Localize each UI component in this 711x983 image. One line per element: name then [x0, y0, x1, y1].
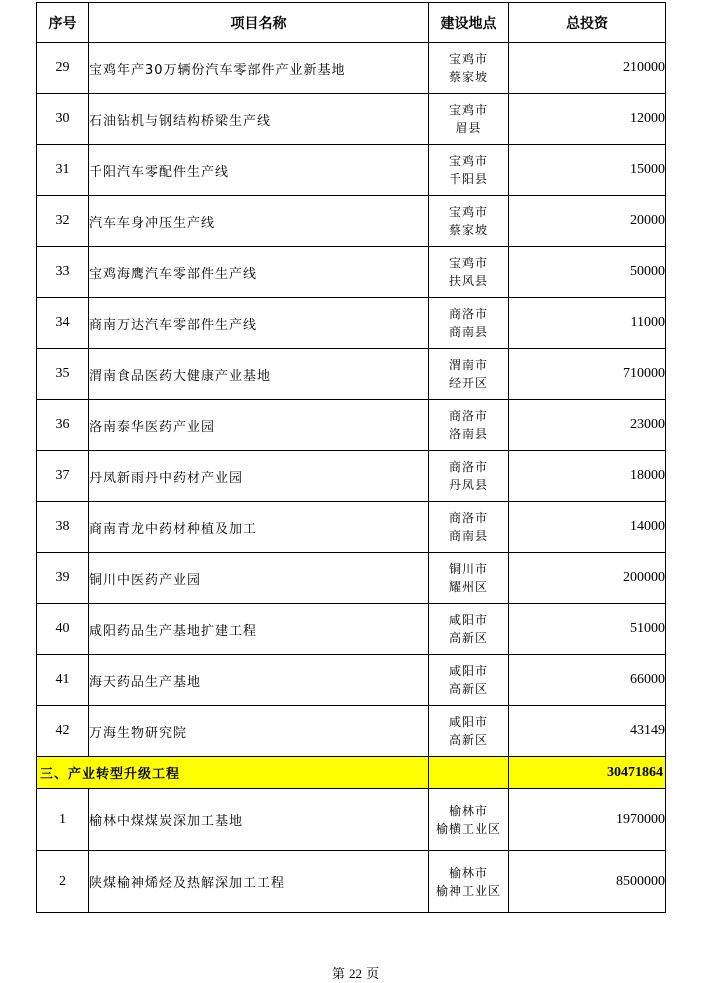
- table-row: [37, 604, 666, 655]
- footer-prefix: 第: [331, 967, 345, 982]
- row-seq: 32: [37, 196, 89, 247]
- row-location: [429, 502, 509, 553]
- row-investment: 20000: [509, 196, 666, 247]
- table-row: [37, 706, 666, 757]
- location-district: 扶风县: [448, 274, 488, 288]
- row-seq: 1: [37, 789, 89, 851]
- table-row: [37, 145, 666, 196]
- location-district: 榆横工业区: [435, 821, 501, 836]
- header-investment: 总投资: [509, 3, 666, 43]
- row-name: 丹凤新雨丹中药材产业园: [89, 451, 429, 502]
- location-city: 宝鸡市: [448, 154, 488, 168]
- header-name: 项目名称: [89, 3, 429, 43]
- table-row: [37, 451, 666, 502]
- table-row: [37, 349, 666, 400]
- table-row: [37, 196, 666, 247]
- page-number: 22: [349, 966, 362, 981]
- row-name: 榆林中煤煤炭深加工基地: [89, 789, 429, 851]
- table-header-row: [37, 3, 666, 43]
- row-investment: 14000: [509, 502, 666, 553]
- location-city: 宝鸡市: [448, 256, 488, 270]
- row-seq: 35: [37, 349, 89, 400]
- location-district: 蔡家坡: [448, 70, 488, 84]
- table-row: [37, 502, 666, 553]
- row-seq: 30: [37, 94, 89, 145]
- row-seq: 39: [37, 553, 89, 604]
- section-total: 30471864: [509, 757, 666, 789]
- row-seq: 40: [37, 604, 89, 655]
- row-name: 商南青龙中药材种植及加工: [89, 502, 429, 553]
- row-location: [429, 400, 509, 451]
- table-row: [37, 553, 666, 604]
- row-seq: 29: [37, 43, 89, 94]
- row-location: [429, 851, 509, 913]
- location-city: 商洛市: [448, 511, 488, 525]
- row-name: 千阳汽车零配件生产线: [89, 145, 429, 196]
- location-city: 铜川市: [448, 562, 488, 576]
- row-seq: 31: [37, 145, 89, 196]
- row-location: [429, 196, 509, 247]
- row-location: [429, 655, 509, 706]
- row-location: [429, 706, 509, 757]
- location-district: 高新区: [448, 682, 488, 696]
- location-district: 耀州区: [448, 580, 488, 594]
- row-name: 海天药品生产基地: [89, 655, 429, 706]
- row-investment: 200000: [509, 553, 666, 604]
- row-investment: 11000: [509, 298, 666, 349]
- section-title: 三、产业转型升级工程: [37, 757, 429, 789]
- row-name: 石油钻机与钢结构桥梁生产线: [89, 94, 429, 145]
- table-row: [37, 94, 666, 145]
- row-seq: 34: [37, 298, 89, 349]
- row-investment: 710000: [509, 349, 666, 400]
- row-seq: 38: [37, 502, 89, 553]
- location-district: 高新区: [448, 631, 488, 645]
- location-district: 商南县: [448, 529, 488, 543]
- row-seq: 36: [37, 400, 89, 451]
- location-district: 经开区: [448, 376, 488, 390]
- row-investment: 66000: [509, 655, 666, 706]
- location-district: 洛南县: [448, 427, 488, 441]
- location-city: 宝鸡市: [448, 103, 488, 117]
- row-investment: 12000: [509, 94, 666, 145]
- row-seq: 33: [37, 247, 89, 298]
- location-district: 眉县: [455, 121, 482, 135]
- location-city: 商洛市: [448, 307, 488, 321]
- row-location: [429, 451, 509, 502]
- row-name: 咸阳药品生产基地扩建工程: [89, 604, 429, 655]
- location-district: 商南县: [448, 325, 488, 339]
- row-name: 陕煤榆神烯烃及热解深加工工程: [89, 851, 429, 913]
- row-investment: 51000: [509, 604, 666, 655]
- row-location: [429, 349, 509, 400]
- row-seq: 41: [37, 655, 89, 706]
- location-district: 千阳县: [448, 172, 488, 186]
- location-district: 高新区: [448, 733, 488, 747]
- location-city: 咸阳市: [448, 715, 488, 729]
- location-city: 咸阳市: [448, 613, 488, 627]
- location-district: 蔡家坡: [448, 223, 488, 237]
- row-investment: 18000: [509, 451, 666, 502]
- table-row: [37, 43, 666, 94]
- page-footer: [0, 963, 711, 982]
- row-name: 商南万达汽车零部件生产线: [89, 298, 429, 349]
- row-investment: 15000: [509, 145, 666, 196]
- location-city: 咸阳市: [448, 664, 488, 678]
- row-investment: 23000: [509, 400, 666, 451]
- table-row: [37, 789, 666, 851]
- location-city: 渭南市: [448, 358, 488, 372]
- location-city: 榆林市: [448, 865, 488, 880]
- row-name: 宝鸡海鹰汽车零部件生产线: [89, 247, 429, 298]
- row-investment: 8500000: [509, 851, 666, 913]
- row-name: 万海生物研究院: [89, 706, 429, 757]
- table-row: [37, 400, 666, 451]
- row-investment: 43149: [509, 706, 666, 757]
- row-location: [429, 145, 509, 196]
- investment-table: [36, 2, 666, 913]
- location-district: 榆神工业区: [435, 883, 501, 898]
- row-location: [429, 604, 509, 655]
- location-city: 商洛市: [448, 409, 488, 423]
- row-location: [429, 43, 509, 94]
- footer-suffix: 页: [366, 967, 380, 982]
- row-investment: 50000: [509, 247, 666, 298]
- row-seq: 2: [37, 851, 89, 913]
- location-city: 宝鸡市: [448, 205, 488, 219]
- section-empty-cell: [429, 757, 509, 789]
- row-investment: 1970000: [509, 789, 666, 851]
- row-seq: 42: [37, 706, 89, 757]
- row-name: 汽车车身冲压生产线: [89, 196, 429, 247]
- row-name: 铜川中医药产业园: [89, 553, 429, 604]
- row-location: [429, 553, 509, 604]
- header-seq: 序号: [37, 3, 89, 43]
- location-district: 丹凤县: [448, 478, 488, 492]
- table-row: [37, 247, 666, 298]
- row-location: [429, 298, 509, 349]
- row-name: 宝鸡年产30万辆份汽车零部件产业新基地: [89, 43, 429, 94]
- row-seq: 37: [37, 451, 89, 502]
- location-city: 商洛市: [448, 460, 488, 474]
- row-location: [429, 789, 509, 851]
- row-name: 洛南泰华医药产业园: [89, 400, 429, 451]
- table-row: [37, 298, 666, 349]
- row-location: [429, 247, 509, 298]
- table-row: [37, 655, 666, 706]
- section-header-row: [37, 757, 666, 789]
- location-city: 榆林市: [448, 803, 488, 818]
- row-investment: 210000: [509, 43, 666, 94]
- location-city: 宝鸡市: [448, 52, 488, 66]
- row-name: 渭南食品医药大健康产业基地: [89, 349, 429, 400]
- row-location: [429, 94, 509, 145]
- table-row: [37, 851, 666, 913]
- header-location: 建设地点: [429, 3, 509, 43]
